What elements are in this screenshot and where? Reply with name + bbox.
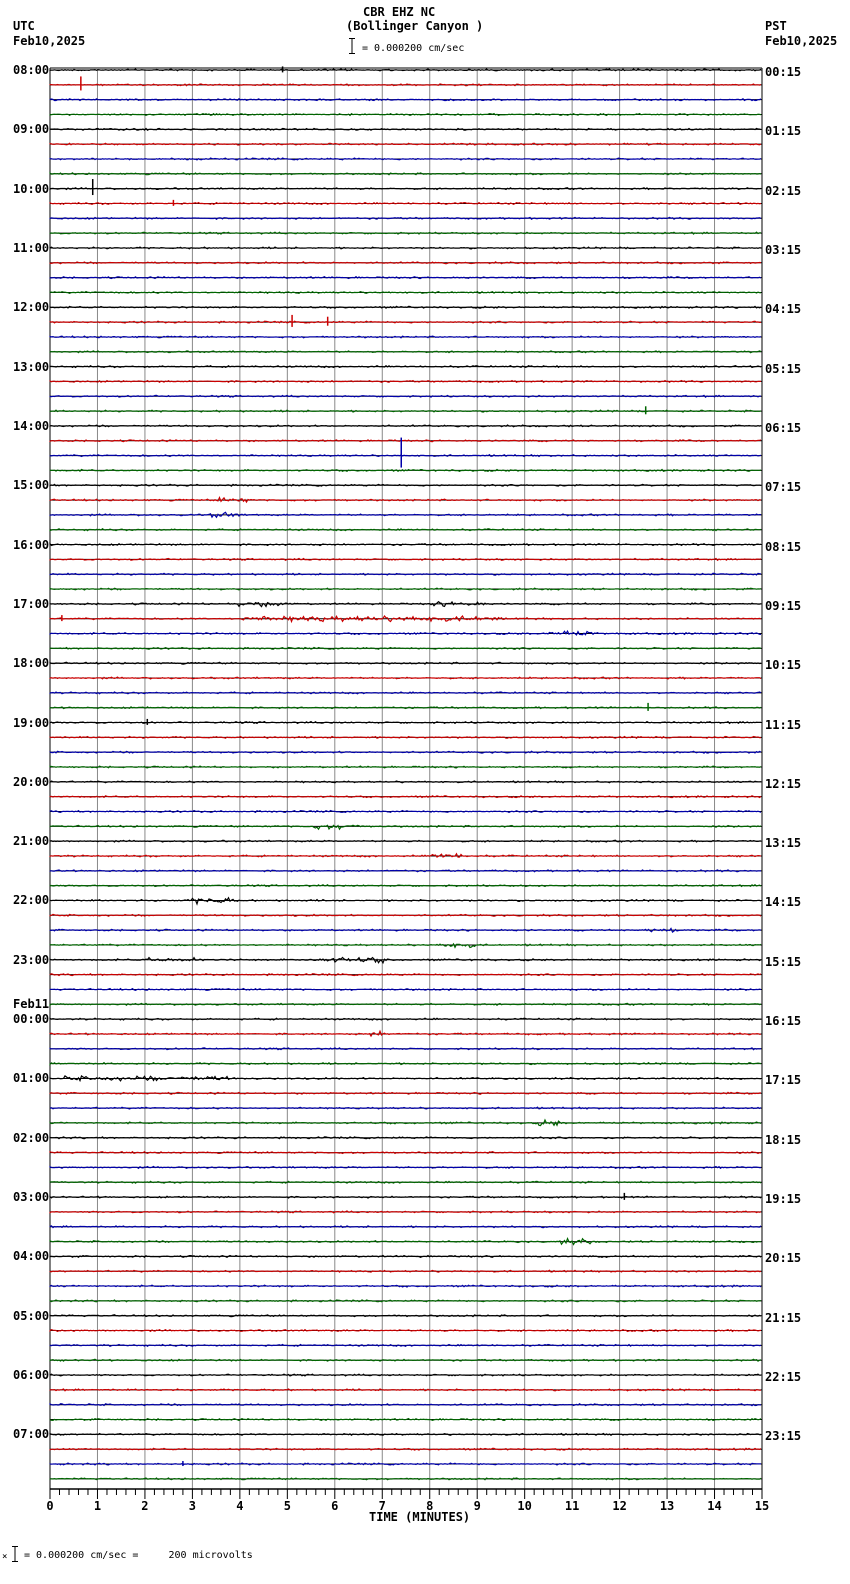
- pst-hour-label: 12:15: [765, 776, 802, 791]
- right-date: Feb10,2025: [765, 34, 838, 48]
- x-axis-label: TIME (MINUTES): [369, 1510, 471, 1524]
- station-location: (Bollinger Canyon ): [346, 19, 484, 33]
- utc-hour-label: 13:00: [13, 359, 50, 374]
- utc-hour-label: 23:00: [13, 952, 50, 967]
- pst-hour-label: 05:15: [765, 361, 802, 376]
- pst-hour-label: 23:15: [765, 1429, 802, 1444]
- x-tick-label: 12: [612, 1499, 627, 1513]
- utc-hour-label: 12:00: [13, 300, 50, 315]
- utc-hour-label: 07:00: [13, 1427, 50, 1442]
- utc-hour-label: 11:00: [13, 240, 50, 255]
- pst-hour-label: 14:15: [765, 895, 802, 910]
- pst-hour-label: 04:15: [765, 302, 802, 317]
- x-tick-label: 14: [707, 1499, 722, 1513]
- footer-marker: ⨯: [2, 1552, 8, 1562]
- pst-hour-label: 02:15: [765, 183, 802, 198]
- utc-hour-label: 03:00: [13, 1190, 50, 1205]
- pst-hour-label: 20:15: [765, 1251, 802, 1266]
- utc-hour-label: 01:00: [13, 1071, 50, 1086]
- pst-hour-label: 11:15: [765, 717, 802, 732]
- scale-text: = 0.000200 cm/sec: [362, 43, 465, 54]
- pst-hour-label: 17:15: [765, 1073, 802, 1088]
- utc-hour-label: 14:00: [13, 418, 50, 433]
- x-tick-label: 7: [378, 1499, 386, 1513]
- right-timezone: PST: [765, 19, 787, 33]
- x-tick-label: 10: [517, 1499, 532, 1513]
- x-tick-label: 4: [236, 1499, 244, 1513]
- utc-hour-label: 02:00: [13, 1130, 50, 1145]
- x-tick-label: 9: [473, 1499, 481, 1513]
- x-tick-label: 0: [46, 1499, 54, 1513]
- footer-scale-note: = 0.000200 cm/sec = 200 microvolts: [24, 1550, 253, 1561]
- pst-hour-label: 10:15: [765, 658, 802, 673]
- pst-hour-label: 01:15: [765, 124, 802, 139]
- x-tick-label: 15: [754, 1499, 770, 1513]
- pst-hour-label: 03:15: [765, 242, 802, 257]
- left-timezone: UTC: [13, 19, 35, 33]
- pst-hour-label: 06:15: [765, 420, 802, 435]
- utc-hour-label: 22:00: [13, 893, 50, 908]
- utc-hour-label: 16:00: [13, 537, 50, 552]
- x-tick-label: 11: [564, 1499, 580, 1513]
- x-tick-label: 8: [426, 1499, 434, 1513]
- utc-hour-label: 20:00: [13, 774, 50, 789]
- x-tick-label: 2: [141, 1499, 149, 1513]
- utc-hour-label: 04:00: [13, 1249, 50, 1264]
- footer-scale-bar-icon: [12, 1546, 18, 1562]
- left-date: Feb10,2025: [13, 34, 86, 48]
- utc-hour-label: 05:00: [13, 1308, 50, 1323]
- utc-hour-label: 15:00: [13, 478, 50, 493]
- utc-hour-label: 10:00: [13, 181, 50, 196]
- pst-hour-label: 08:15: [765, 539, 802, 554]
- pst-hour-label: 18:15: [765, 1132, 802, 1147]
- pst-hour-label: 15:15: [765, 954, 802, 969]
- pst-hour-label: 21:15: [765, 1310, 802, 1325]
- x-tick-label: 1: [93, 1499, 102, 1513]
- pst-hour-label: 16:15: [765, 1014, 802, 1029]
- x-tick-label: 6: [331, 1499, 339, 1513]
- utc-hour-label: 09:00: [13, 122, 50, 137]
- utc-hour-label: 00:00: [13, 1012, 50, 1027]
- pst-hour-label: 22:15: [765, 1370, 802, 1385]
- pst-hour-label: 19:15: [765, 1192, 802, 1207]
- pst-hour-label: 00:15: [765, 65, 802, 79]
- utc-hour-label: 18:00: [13, 656, 50, 671]
- utc-hour-label: 19:00: [13, 715, 50, 730]
- utc-hour-label: 17:00: [13, 596, 50, 611]
- x-tick-label: 13: [659, 1499, 675, 1513]
- pst-hour-label: 07:15: [765, 480, 802, 495]
- pst-hour-label: 09:15: [765, 598, 802, 613]
- pst-hour-label: 13:15: [765, 836, 802, 851]
- utc-hour-label: 06:00: [13, 1368, 50, 1383]
- utc-hour-label: 08:00: [13, 63, 50, 77]
- x-tick-label: 5: [283, 1499, 291, 1513]
- date-change-label: Feb11: [13, 997, 50, 1012]
- x-tick-label: 3: [188, 1499, 197, 1513]
- utc-hour-label: 21:00: [13, 834, 50, 849]
- station-title: CBR EHZ NC: [363, 5, 436, 19]
